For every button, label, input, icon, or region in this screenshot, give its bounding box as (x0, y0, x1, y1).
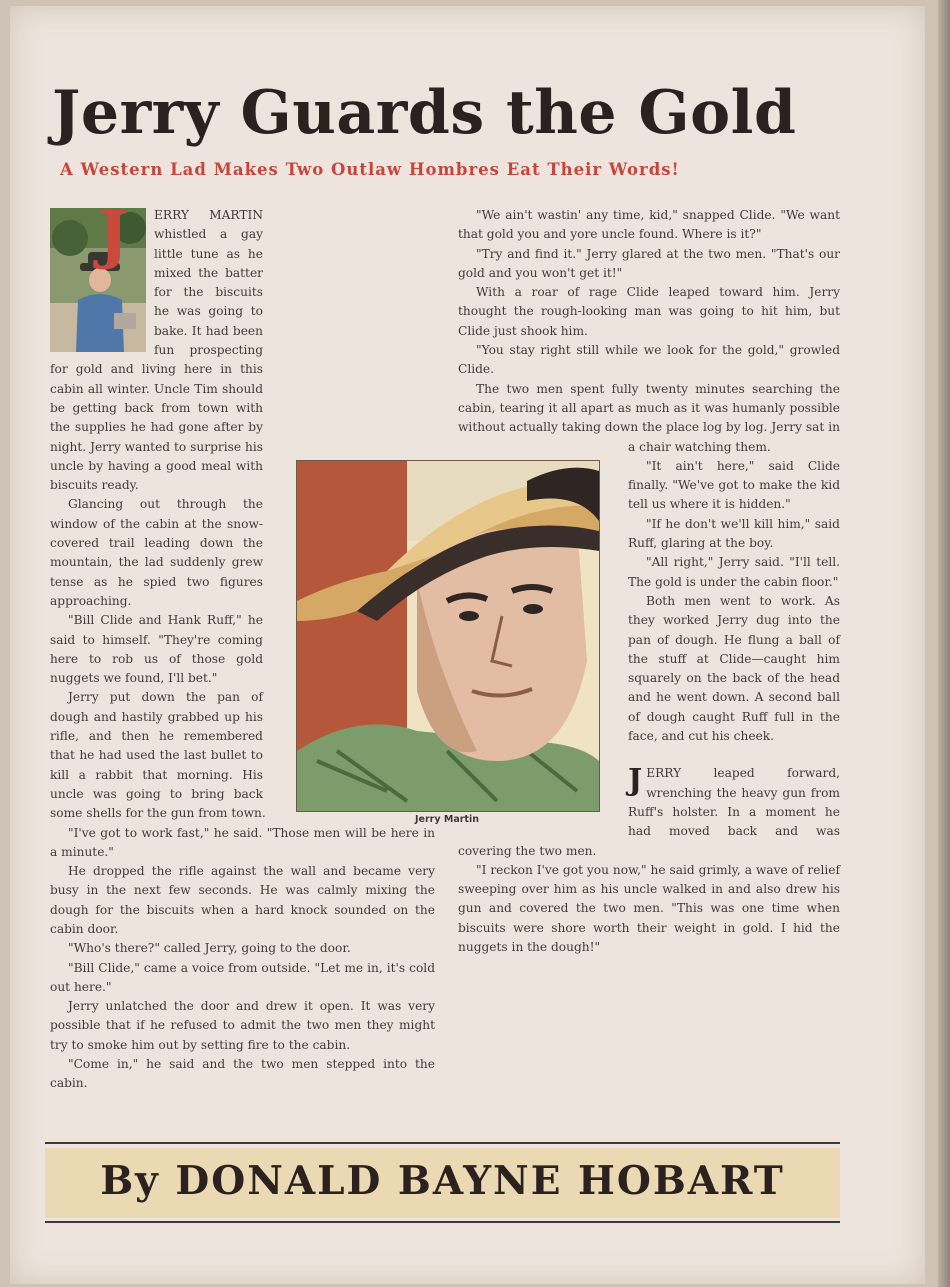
paragraph: "I reckon I've got you now," he said grimly, a wave of relief sweeping over him as his uncle walked in and also drew his gun and covered the two men. "This was one time when biscuits were shore worth their weight in gold. I hid the nuggets in the dough!" (458, 862, 840, 954)
paragraph: With a roar of rage Clide leaped toward him. Jerry thought the rough-looking man was going to hit him, but Clide just shook him. (458, 285, 840, 338)
divider-top (45, 1142, 840, 1144)
divider-bottom (45, 1221, 840, 1223)
paragraph: Both men went to work. As they worked Jerry dug into the pan of dough. He flung a ball of the stuff at Clide—caught him squarely on the back of the head and he went down. A second ball of dough caught Ruff full in the face, and cut his cheek. (628, 593, 840, 744)
paragraph: "Try and find it." Jerry glared at the two men. "That's our gold and you won't get it!" (458, 246, 840, 280)
paragraph-text: ERRY leaped forward, wrenching the heavy gun from Ruff's holster. In a moment he had moved back and was covering the two men. (458, 766, 840, 858)
paragraph: "I've got to work fast," he said. "Those men will be here in a minute." (50, 825, 435, 859)
paragraph: "It ain't here," said Clide finally. "We've got to make the kid tell us where it is hidden." (628, 458, 840, 512)
paragraph: "Come in," he said and the two men stepped into the cabin. (50, 1057, 435, 1091)
paragraph: "Bill Clide," came a voice from outside. "Let me in, it's cold out here." (50, 960, 435, 994)
jerry-portrait-illustration (296, 460, 600, 812)
paragraph: "We ain't wastin' any time, kid," snapped Clide. "We want that gold you and yore uncle found. Where is it?" (458, 208, 840, 242)
paragraph: Jerry unlatched the door and drew it open. It was very possible that if he refused to admit the two men they might try to smoke him out by setting fire to the cabin. (50, 999, 435, 1052)
story-subtitle: A Western Lad Makes Two Outlaw Hombres Eat Their Words! (60, 160, 680, 179)
paragraph: Jerry put down the pan of dough and hastily grabbed up his rifle, and then he remembered that he had used the last bullet to kill a rabbit that morning. His uncle was going to bring back some shells for the gun from town. (50, 690, 266, 821)
paragraph: "Who's there?" called Jerry, going to the door. (68, 941, 351, 956)
paragraph: Glancing out through the window of the cabin at the snow-covered trail leading down the mountain, the lad suddenly grew tense as he spied two figures approaching. (50, 497, 263, 608)
paragraph: "If he don't we'll kill him," said Ruff, glaring at the boy. (628, 516, 840, 551)
paragraph: ERRY MARTIN whistled a gay little tune as he mixed the batter for the biscuits he was going to bake. It had been fun prospecting for gold and living here in this cabin all winter. Uncle Tim should be getting back from town with the supplies he had gone after by night. Jerry wanted to surprise his uncle by having a good meal with biscuits ready. (50, 208, 263, 493)
story-title: Jerry Guards the Gold (52, 78, 797, 148)
paragraph: "You stay right still while we look for the gold," growled Clide. (458, 343, 840, 377)
dropcap-letter: J (98, 208, 129, 272)
dropcap-illustration (50, 208, 146, 352)
section-dropcap: J (628, 763, 643, 799)
paragraph: "Bill Clide and Hank Ruff," he said to himself. "They're coming here to rob us of those gold nuggets we found, I'll bet." (50, 613, 263, 686)
illustration-caption: Jerry Martin (415, 814, 479, 825)
author-byline: By DONALD BAYNE HOBART (100, 1158, 785, 1204)
paragraph: "All right," Jerry said. "I'll tell. The gold is under the cabin floor." (628, 555, 840, 589)
paragraph: He dropped the rifle against the wall and became very busy in the next few seconds. He was calmly mixing the dough for the biscuits when a hard knock sounded on the cabin door. (50, 864, 435, 936)
paragraph: The two men spent fully twenty minutes searching the cabin, tearing it all apart as much as it was humanly possible without actually taking down the place log by log. Jerry sat in a chair watching them. (458, 381, 840, 454)
page-edge (938, 0, 950, 1287)
